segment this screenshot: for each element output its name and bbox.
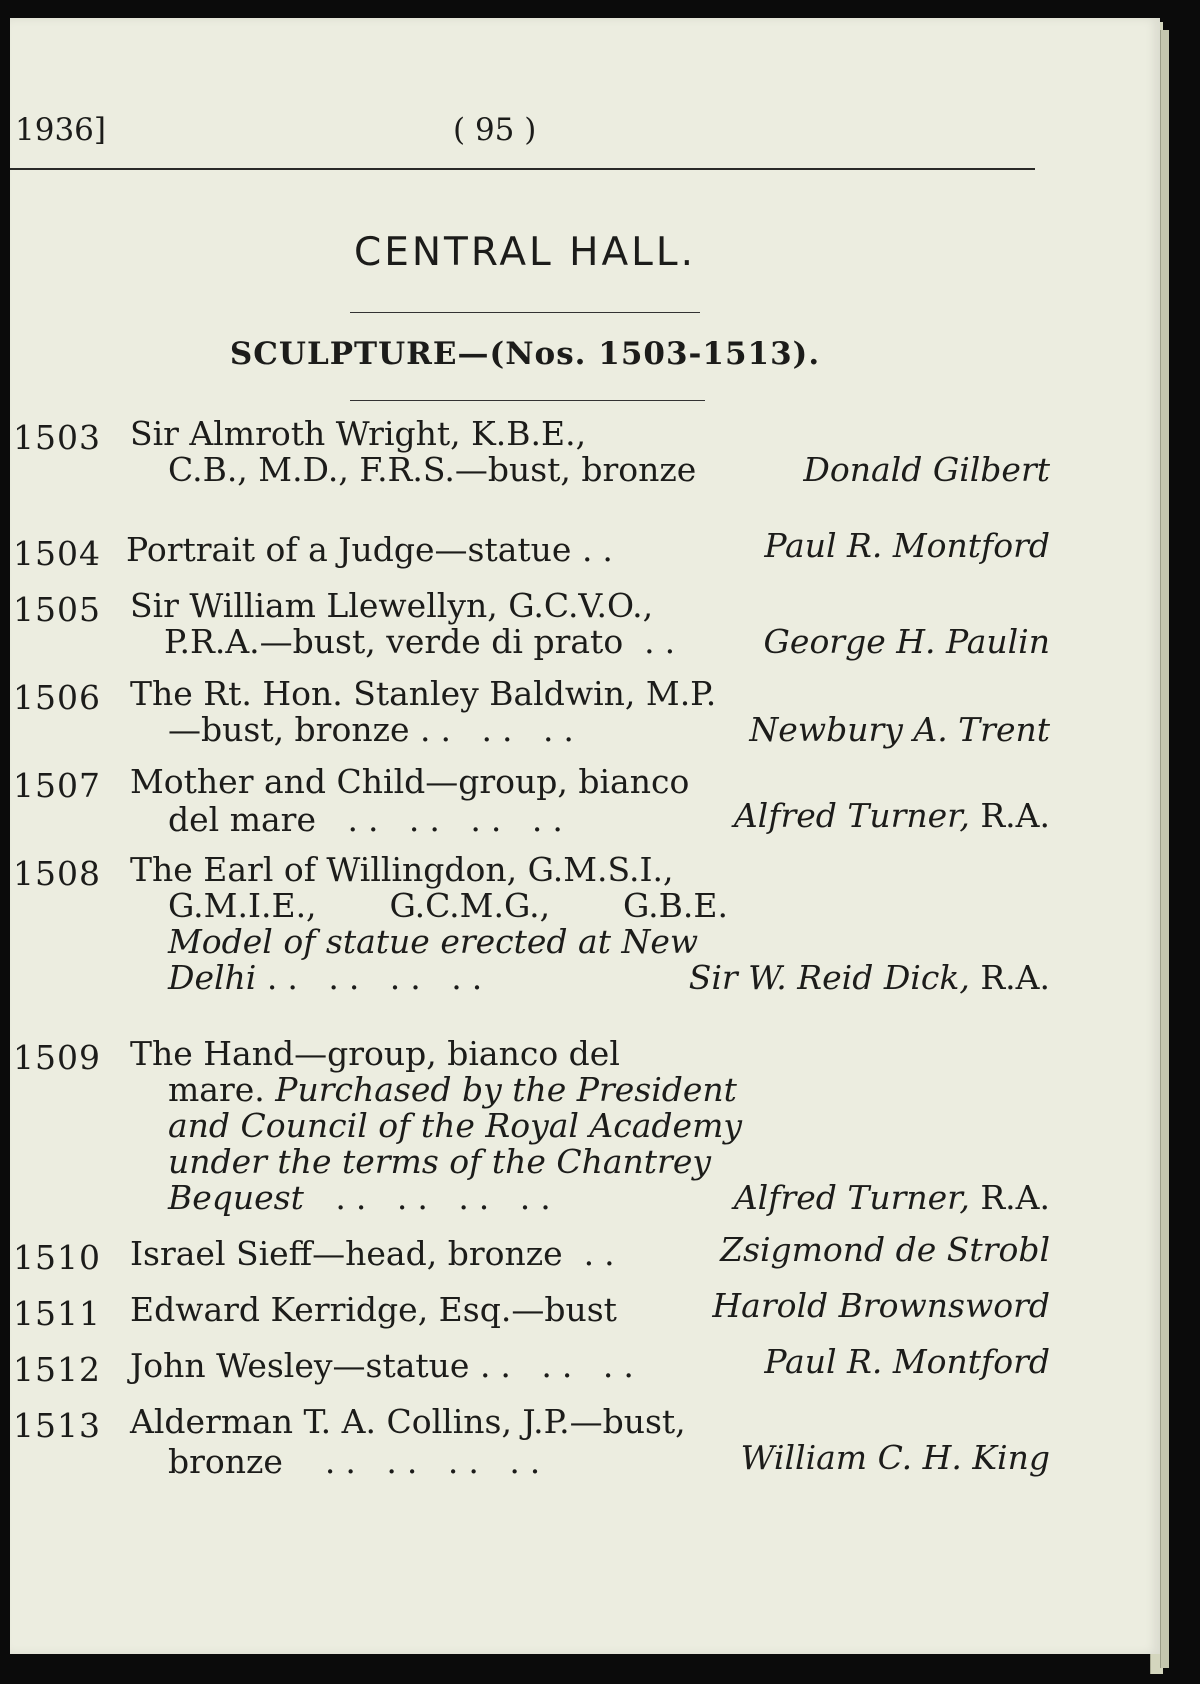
running-head (10, 18, 1160, 178)
entry-number: 1506 (13, 678, 101, 717)
artist-name: Paul R. Montford (764, 1342, 1050, 1381)
leader-dots: .. (583, 1234, 625, 1273)
entry-description (168, 1442, 550, 1481)
entry-note: Model of statue erected at New (168, 922, 699, 961)
header-rule (10, 168, 1035, 170)
entry-description (168, 800, 573, 839)
entry-title-text: Israel Sieff—head, bronze (130, 1234, 563, 1273)
entry-description-text: —bust, bronze (168, 710, 410, 749)
catalogue-entry (10, 410, 1050, 490)
artist-name: Harold Brownsword (712, 1286, 1050, 1325)
catalogue-entry (10, 758, 1050, 838)
artist-name-text: Alfred Turner, (733, 1178, 970, 1217)
entry-title-text: Portrait of a Judge—statue (126, 530, 572, 569)
catalogue-entry (10, 846, 1050, 1016)
entry-title: Sir Almroth Wright, K.B.E., (130, 414, 587, 453)
entry-number: 1507 (13, 766, 101, 805)
entry-title (126, 530, 623, 569)
catalogue-entry (10, 1230, 1050, 1277)
entry-note: Purchased by the President (275, 1070, 737, 1109)
entry-honours-text (168, 886, 728, 925)
artist-honour: R.A. (980, 1178, 1050, 1217)
artist-name: Zsigmond de Strobl (720, 1230, 1050, 1269)
leader-dots: .. (644, 622, 686, 661)
entry-description-text: P.R.A.—bust, verde di prato (164, 622, 624, 661)
leader-dots: .. .. .. .. (266, 958, 493, 997)
title-rule (350, 312, 700, 313)
section-rule (350, 400, 705, 401)
page-title: CENTRAL HALL. (353, 230, 697, 275)
artist-name (734, 796, 1050, 835)
page-edge (1160, 30, 1169, 1668)
entry-title: Alderman T. A. Collins, J.P.—bust, (130, 1402, 686, 1441)
section-heading: SCULPTURE—(Nos. 1503-1513). (229, 336, 821, 372)
artist-name-text: Sir W. Reid Dick, (688, 958, 970, 997)
catalogue-entry (10, 1286, 1050, 1333)
entry-description: C.B., M.D., F.R.S.—bust, bronze (168, 450, 697, 489)
artist-name (734, 1178, 1050, 1217)
page-number: ( 95 ) (453, 112, 537, 148)
entry-title: The Rt. Hon. Stanley Baldwin, M.P. (130, 674, 717, 713)
entry-number: 1509 (13, 1038, 101, 1077)
catalogue-page (10, 18, 1160, 1654)
leader-dots: .. .. .. .. (324, 1442, 551, 1481)
leader-dots: .. .. .. .. (335, 1178, 561, 1217)
entry-description (168, 710, 584, 749)
honour-item: G.M.I.E., (168, 886, 317, 925)
entry-note (168, 958, 492, 997)
entry-title-text: John Wesley—statue (130, 1346, 470, 1385)
entry-title: Sir William Llewellyn, G.C.V.O., (130, 586, 654, 625)
entry-description-text: del mare (168, 800, 316, 839)
entry-description (168, 1070, 737, 1109)
entry-description-text: mare. (168, 1070, 265, 1109)
entry-number: 1513 (13, 1406, 101, 1445)
entry-note (168, 1178, 561, 1217)
catalogue-entry (10, 670, 1050, 750)
entry-honours (168, 886, 728, 925)
catalogue-entry (10, 1030, 1050, 1230)
artist-name: Donald Gilbert (803, 450, 1050, 489)
leader-dots: .. .. .. (479, 1346, 644, 1385)
catalogue-entry (10, 582, 1050, 662)
catalogue-entry (10, 526, 1050, 573)
entry-number: 1503 (13, 418, 101, 457)
entry-title: The Hand—group, bianco del (130, 1034, 620, 1073)
entry-number: 1511 (13, 1294, 101, 1333)
entry-note: and Council of the Royal Academy (168, 1106, 743, 1145)
artist-honour: R.A. (980, 796, 1050, 835)
honour-item: G.B.E. (623, 886, 728, 925)
entry-number: 1510 (13, 1238, 101, 1277)
running-head-year: 1936] (15, 112, 106, 148)
entry-number: 1505 (13, 590, 101, 629)
leader-dots: .. .. .. .. (347, 800, 573, 839)
entry-note: under the terms of the Chantrey (168, 1142, 711, 1181)
artist-honour: R.A. (980, 958, 1050, 997)
leader-dots: .. .. .. (420, 710, 584, 749)
entry-number: 1504 (13, 534, 101, 573)
entry-title: Mother and Child—group, bianco (130, 762, 690, 801)
entry-title: The Earl of Willingdon, G.M.S.I., (130, 850, 674, 889)
entry-title (130, 1346, 644, 1385)
entry-number: 1512 (13, 1350, 101, 1389)
artist-name-text: Alfred Turner, (733, 796, 970, 835)
honour-item: G.C.M.G., (389, 886, 551, 925)
artist-name: Newbury A. Trent (749, 710, 1050, 749)
entry-note-text: Delhi (168, 958, 257, 997)
catalogue-entry (10, 1342, 1050, 1389)
artist-name: Paul R. Montford (764, 526, 1050, 565)
entry-title: Edward Kerridge, Esq.—bust (130, 1290, 617, 1329)
entry-description-text: bronze (168, 1442, 283, 1481)
artist-name: George H. Paulin (763, 622, 1050, 661)
entry-number: 1508 (13, 854, 101, 893)
artist-name (689, 958, 1050, 997)
artist-name: William C. H. King (740, 1438, 1050, 1477)
leader-dots: .. (581, 530, 623, 569)
entry-title (130, 1234, 625, 1273)
entry-description (164, 622, 685, 661)
catalogue-entry (10, 1398, 1050, 1481)
entry-note-text: Bequest (168, 1178, 304, 1217)
